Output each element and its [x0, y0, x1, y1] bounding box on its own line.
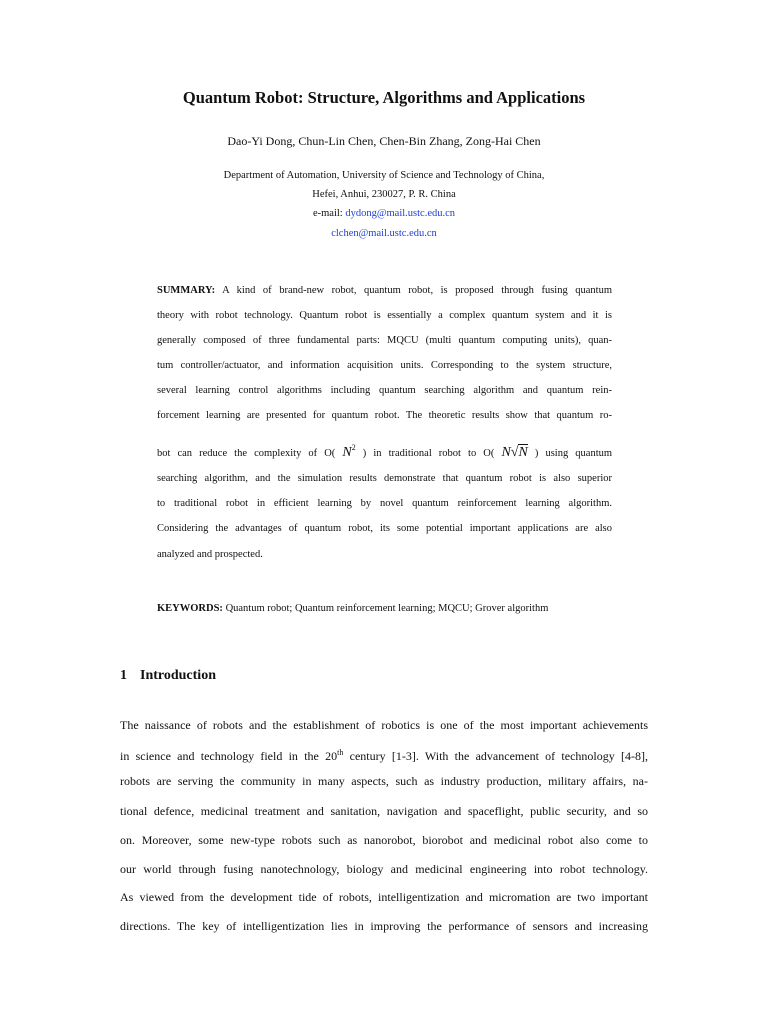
sqrt-symbol: √	[510, 445, 519, 460]
summary-text: bot can reduce the complexity of O(	[157, 448, 336, 459]
summary-line: generally composed of three fundamental parts: MQCU (multi quantum computing units), quan-	[157, 335, 612, 346]
body-line: As viewed from the development tide of robots, intelligentization and micromation are two important	[120, 890, 648, 904]
body-line: on. Moreover, some new-type robots such as nanorobot, biorobot and medicinal robot also come to	[120, 833, 648, 847]
body-text: century [1-3]. With the advancement of technology [4-8],	[343, 749, 648, 763]
summary-line: tum controller/actuator, and information acquisition units. Corresponding to the system structure,	[157, 360, 612, 371]
body-line: robots are serving the community in many aspects, such as industry production, military affairs, na-	[120, 774, 648, 788]
summary-text: A kind of brand-new robot, quantum robot, is proposed through fusing quantum	[215, 285, 612, 296]
email-line	[0, 208, 768, 219]
affiliation-line: Department of Automation, University of Science and Technology of China,	[223, 170, 545, 181]
summary-text: ) using quantum	[534, 448, 613, 459]
affiliation-address: Hefei, Anhui, 230027, P. R. China	[312, 189, 456, 200]
email-link-2[interactable]: clchen@mail.ustc.edu.cn	[331, 228, 437, 239]
summary-line: analyzed and prospected.	[157, 549, 263, 560]
section-title: Introduction	[140, 668, 216, 683]
body-text: in science and technology field in the 20	[120, 749, 338, 763]
email-label: e-mail:	[312, 208, 346, 219]
formula-superscript: 2	[351, 443, 356, 452]
section-number: 1	[120, 668, 127, 683]
paper-title: Quantum Robot: Structure, Algorithms and Applications	[182, 88, 586, 107]
author-list: Dao-Yi Dong, Chun-Lin Chen, Chen-Bin Zhang, Zong-Hai Chen	[227, 134, 541, 148]
keywords-line	[157, 603, 548, 614]
formula-n: N	[342, 445, 352, 460]
body-line: our world through fusing nanotechnology, biology and medicinal engineering into robot technology.	[120, 862, 648, 876]
summary-line: several learning control algorithms including quantum searching algorithm and quantum rein-	[157, 385, 612, 396]
summary-label: SUMMARY:	[157, 285, 216, 296]
formula-n: N	[501, 445, 511, 460]
keywords-text: Quantum robot; Quantum reinforcement learning; MQCU; Grover algorithm	[222, 603, 549, 614]
body-line	[120, 745, 648, 764]
summary-line: Considering the advantages of quantum robot, its some potential important applications are also	[157, 523, 612, 534]
email-line-2	[0, 228, 768, 239]
summary-line: forcement learning are presented for quantum robot. The theoretic results show that quantum ro-	[157, 410, 612, 421]
email-link-1[interactable]: dydong@mail.ustc.edu.cn	[345, 208, 456, 219]
summary-line	[157, 284, 612, 298]
summary-line: searching algorithm, and the simulation results demonstrate that quantum robot is also superior	[157, 473, 612, 484]
summary-line: to traditional robot in efficient learning by novel quantum reinforcement learning algorithm.	[157, 498, 612, 509]
keywords-label: KEYWORDS:	[157, 603, 223, 614]
summary-line-formula	[157, 441, 612, 461]
summary-text: ) in traditional robot to O(	[362, 448, 495, 459]
body-line: directions. The key of intelligentization lies in improving the performance of sensors and increasing	[120, 919, 648, 933]
summary-line: theory with robot technology. Quantum robot is essentially a complex quantum system and it is	[157, 310, 612, 321]
body-line: The naissance of robots and the establishment of robotics is one of the most important achievements	[120, 718, 648, 732]
section-heading	[120, 668, 216, 684]
sqrt-argument: N	[518, 445, 528, 460]
body-line: tional defence, medicinal treatment and sanitation, navigation and spaceflight, public security, and so	[120, 804, 648, 818]
body-superscript: th	[337, 748, 344, 757]
